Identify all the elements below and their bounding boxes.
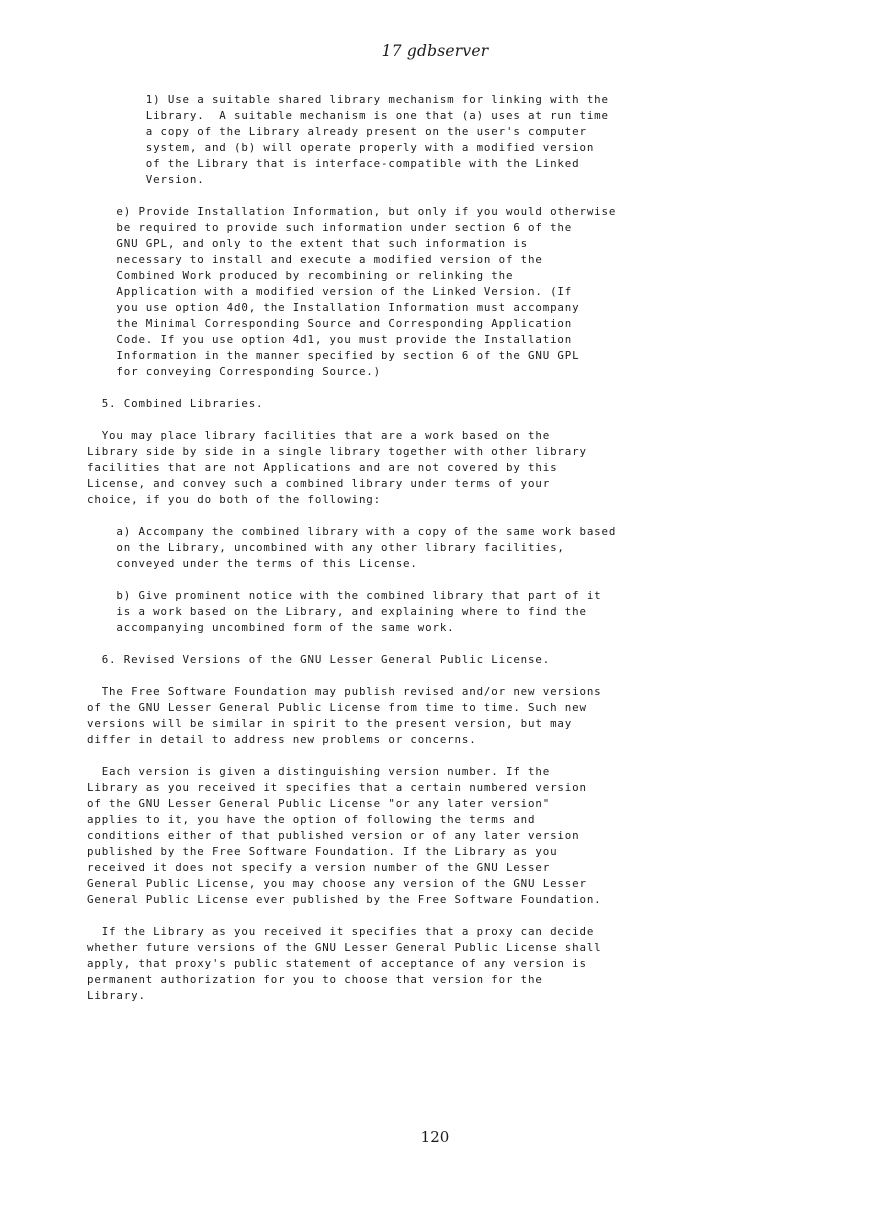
text-line: of the Library that is interface-compatible with the Linked bbox=[87, 157, 580, 170]
text-line: published by the Free Software Foundation. If the Library as you bbox=[87, 845, 558, 858]
text-line: apply, that proxy's public statement of acceptance of any version is bbox=[87, 957, 587, 970]
text-line: received it does not specify a version number of the GNU Lesser bbox=[87, 861, 551, 874]
text-line: Library. A suitable mechanism is one that (a) uses at run time bbox=[87, 109, 609, 122]
text-line: choice, if you do both of the following: bbox=[87, 493, 382, 506]
text-line: GNU GPL, and only to the extent that such information is bbox=[87, 237, 529, 250]
text-line: conveyed under the terms of this License. bbox=[87, 557, 418, 570]
text-line: General Public License ever published by the Free Software Foundation. bbox=[87, 893, 602, 906]
text-line: a copy of the Library already present on the user's computer bbox=[87, 125, 587, 138]
text-line: necessary to install and execute a modified version of the bbox=[87, 253, 543, 266]
text-line: If the Library as you received it specifies that a proxy can decide bbox=[87, 925, 595, 938]
text-line: Library as you received it specifies that a certain numbered version bbox=[87, 781, 587, 794]
text-line: Application with a modified version of the Linked Version. (If bbox=[87, 285, 573, 298]
text-line: you use option 4d0, the Installation Information must accompany bbox=[87, 301, 580, 314]
text-line: Library side by side in a single library together with other library bbox=[87, 445, 587, 458]
text-line: is a work based on the Library, and explaining where to find the bbox=[87, 605, 587, 618]
text-line: Information in the manner specified by section 6 of the GNU GPL bbox=[87, 349, 580, 362]
text-line: 6. Revised Versions of the GNU Lesser General Public License. bbox=[87, 653, 551, 666]
running-header: 17 gdbserver bbox=[381, 42, 489, 60]
text-line: You may place library facilities that are a work based on the bbox=[87, 429, 551, 442]
page-number: 120 bbox=[420, 1128, 450, 1146]
text-line: applies to it, you have the option of following the terms and bbox=[87, 813, 536, 826]
text-line: Version. bbox=[87, 173, 205, 186]
text-line: for conveying Corresponding Source.) bbox=[87, 365, 382, 378]
text-line: General Public License, you may choose any version of the GNU Lesser bbox=[87, 877, 587, 890]
text-line: 1) Use a suitable shared library mechanism for linking with the bbox=[87, 93, 609, 106]
text-line: of the GNU Lesser General Public License "or any later version" bbox=[87, 797, 551, 810]
text-line: Library. bbox=[87, 989, 146, 1002]
text-line: facilities that are not Applications and are not covered by this bbox=[87, 461, 558, 474]
text-line: The Free Software Foundation may publish revised and/or new versions bbox=[87, 685, 602, 698]
text-line: a) Accompany the combined library with a copy of the same work based bbox=[87, 525, 617, 538]
text-line: versions will be similar in spirit to the present version, but may bbox=[87, 717, 573, 730]
text-line: 5. Combined Libraries. bbox=[87, 397, 264, 410]
text-line: of the GNU Lesser General Public License from time to time. Such new bbox=[87, 701, 587, 714]
text-line: Code. If you use option 4d1, you must provide the Installation bbox=[87, 333, 573, 346]
text-line: permanent authorization for you to choose that version for the bbox=[87, 973, 543, 986]
text-line: b) Give prominent notice with the combined library that part of it bbox=[87, 589, 602, 602]
text-line: system, and (b) will operate properly with a modified version bbox=[87, 141, 595, 154]
text-line: Each version is given a distinguishing version number. If the bbox=[87, 765, 551, 778]
text-line: the Minimal Corresponding Source and Corresponding Application bbox=[87, 317, 573, 330]
text-line: Combined Work produced by recombining or relinking the bbox=[87, 269, 514, 282]
text-line: e) Provide Installation Information, but only if you would otherwise bbox=[87, 205, 617, 218]
text-line: differ in detail to address new problems or concerns. bbox=[87, 733, 477, 746]
text-line: accompanying uncombined form of the same work. bbox=[87, 621, 455, 634]
text-line: be required to provide such information under section 6 of the bbox=[87, 221, 573, 234]
text-line: License, and convey such a combined library under terms of your bbox=[87, 477, 551, 490]
text-line: on the Library, uncombined with any other library facilities, bbox=[87, 541, 565, 554]
license-text-block bbox=[87, 92, 616, 1004]
text-line: whether future versions of the GNU Lesser General Public License shall bbox=[87, 941, 602, 954]
text-line: conditions either of that published version or of any later version bbox=[87, 829, 580, 842]
